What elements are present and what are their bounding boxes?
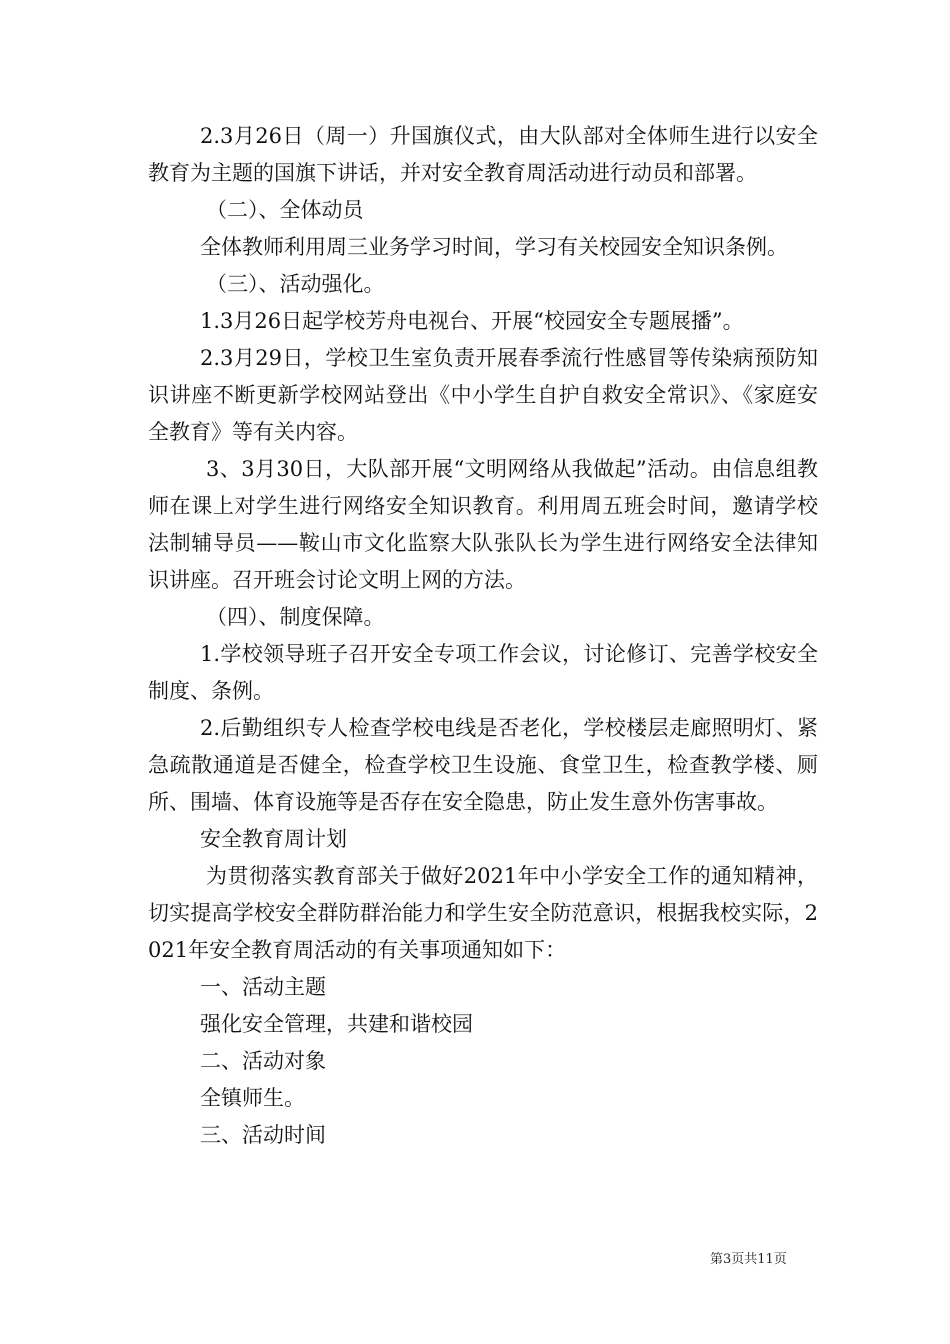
paragraph-tv-broadcast: 1.3月26日起学校芳舟电视台、开展“校园安全专题展播”。 — [200, 309, 744, 333]
heading-activity-strengthening: （三）、活动强化。 — [206, 272, 385, 296]
heading-activity-theme: 一、活动主题 — [200, 975, 326, 999]
heading-activity-time: 三、活动时间 — [200, 1123, 326, 1147]
paragraph-health-lecture: 2.3月29日，学校卫生室负责开展春季流行性感冒等传染病预防知识讲座不断更新学校网站登出《中小学生自护自救安全常识》、《家庭安全教育》等有关内容。 — [148, 346, 818, 444]
heading-system-guarantee: （四）、制度保障。 — [206, 605, 385, 629]
page-number-footer: 第3页共11页 — [710, 1252, 787, 1267]
paragraph-teacher-study: 全体教师利用周三业务学习时间，学习有关校园安全知识条例。 — [200, 235, 788, 259]
paragraph-theme-content: 强化安全管理，共建和谐校园 — [200, 1012, 473, 1036]
paragraph-leadership-meeting: 1.学校领导班子召开安全专项工作会议，讨论修订、完善学校安全制度、条例。 — [148, 642, 818, 703]
paragraph-target-content: 全镇师生。 — [200, 1086, 305, 1110]
heading-activity-target: 二、活动对象 — [200, 1049, 326, 1073]
paragraph-flag-ceremony: 2.3月26日（周一）升国旗仪式，由大队部对全体师生进行以安全教育为主题的国旗下讲话，并对安全教育周活动进行动员和部署。 — [148, 124, 818, 185]
section-title-safety-week-plan: 安全教育周计划 — [200, 827, 347, 851]
document-body — [148, 118, 818, 1154]
paragraph-logistics-inspection: 2.后勤组织专人检查学校电线是否老化，学校楼层走廊照明灯、紧急疏散通道是否健全，检查学校卫生设施、食堂卫生，检查教学楼、厕所、围墙、体育设施等是否存在安全隐患，防止发生意外伤害事故。 — [148, 716, 818, 814]
paragraph-civilized-network: 3、3月30日，大队部开展“文明网络从我做起”活动。由信息组教师在课上对学生进行网络安全知识教育。利用周五班会时间，邀请学校法制辅导员——鞍山市文化监察大队张队长为学生进行网络安全法律知识讲座。召开班会讨论文明上网的方法。 — [148, 457, 818, 592]
paragraph-plan-intro: 为贯彻落实教育部关于做好2021年中小学安全工作的通知精神，切实提高学校安全群防群治能力和学生安全防范意识，根据我校实际，2021年安全教育周活动的有关事项通知如下： — [148, 864, 818, 962]
heading-all-staff-mobilization: （二）、全体动员 — [206, 198, 364, 222]
